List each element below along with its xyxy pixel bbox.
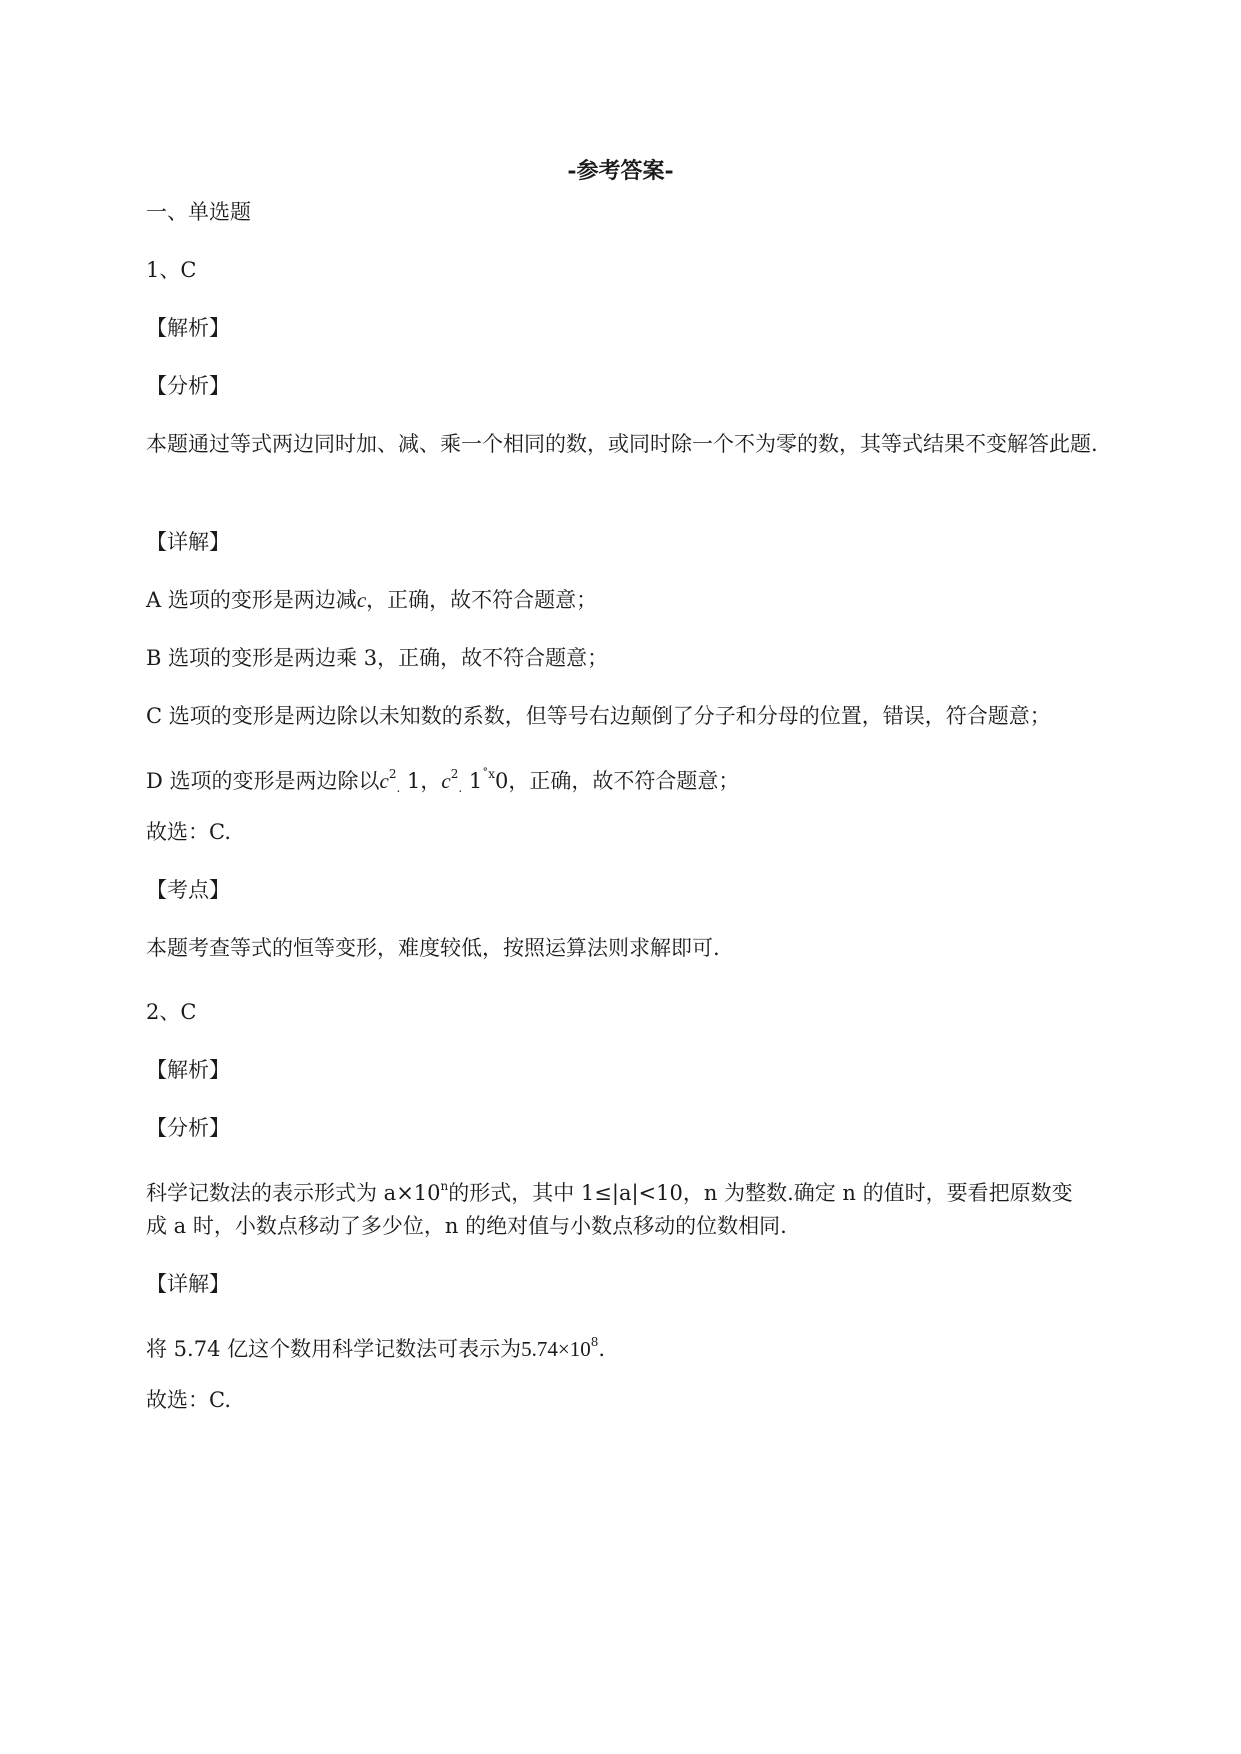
variable-c: c <box>379 769 389 793</box>
page-title: -参考答案- <box>567 158 674 184</box>
q1-option-d-result: ，正确，故不符合题意； <box>508 769 740 793</box>
q1-kaodian-label: 【考点】 <box>146 878 230 902</box>
q2-jiexi-label: 【解析】 <box>146 1058 230 1082</box>
scientific-notation: 5.74×10 <box>521 1337 591 1361</box>
variable-c: c <box>441 769 451 793</box>
q2-answer: 2、C <box>146 1000 197 1024</box>
q1-option-d-zero: 0 <box>494 769 509 793</box>
q1-option-b: B 选项的变形是两边乘 3，正确，故不符合题意； <box>146 646 609 670</box>
q1-xiangjie-label: 【详解】 <box>146 530 230 554</box>
q2-analysis-line2: 成 a 时，小数点移动了多少位，n 的绝对值与小数点移动的位数相同. <box>146 1214 787 1238</box>
q1-option-d-text: D 选项的变形是两边除以 <box>146 769 380 793</box>
exponent: n <box>440 1179 449 1193</box>
q2-conclusion: 故选：C. <box>146 1388 231 1412</box>
q2-fenxi-label: 【分析】 <box>146 1116 230 1140</box>
q2-detail-text: 将 5.74 亿这个数用科学记数法可表示为 <box>146 1337 522 1361</box>
q1-option-d <box>146 754 1146 808</box>
variable-c: c <box>356 588 367 612</box>
q1-jiexi-label: 【解析】 <box>146 316 230 340</box>
garbled-symbol: ˚x <box>482 767 495 781</box>
q2-analysis-text-cont: 的形式，其中 1≤|a|<10，n 为整数.确定 n 的值时，要看把原数变 <box>448 1181 1073 1205</box>
q1-option-a <box>146 580 1146 620</box>
q2-xiangjie-label: 【详解】 <box>146 1272 230 1296</box>
q1-option-d-mid: 1， <box>400 769 442 793</box>
exponent: 8 <box>590 1335 599 1349</box>
section-heading: 一、单选题 <box>146 200 251 224</box>
q1-answer: 1、C <box>146 258 197 282</box>
q1-fenxi-label: 【分析】 <box>146 374 230 398</box>
exponent: 2 <box>450 767 459 781</box>
q1-option-a-result: ，正确，故不符合题意； <box>366 588 598 612</box>
q1-option-d-mid2: 1 <box>462 769 483 793</box>
q1-option-c: C 选项的变形是两边除以未知数的系数，但等号右边颠倒了分子和分母的位置，错误，符合题意； <box>146 704 1051 728</box>
q2-detail <box>146 1322 1146 1369</box>
q1-option-a-text: A 选项的变形是两边减 <box>146 588 357 612</box>
q1-point: 本题考查等式的恒等变形，难度较低，按照运算法则求解即可. <box>146 936 720 960</box>
q2-analysis-text: 科学记数法的表示形式为 a×10 <box>146 1181 441 1205</box>
q1-analysis: 本题通过等式两边同时加、减、乘一个相同的数，或同时除一个不为零的数，其等式结果不变解答此题. <box>146 432 1098 456</box>
q1-conclusion: 故选：C. <box>146 820 231 844</box>
q2-detail-end: . <box>598 1337 606 1361</box>
subscript-dot: . <box>396 781 401 795</box>
subscript-dot: . <box>458 781 463 795</box>
exponent: 2 <box>388 767 397 781</box>
